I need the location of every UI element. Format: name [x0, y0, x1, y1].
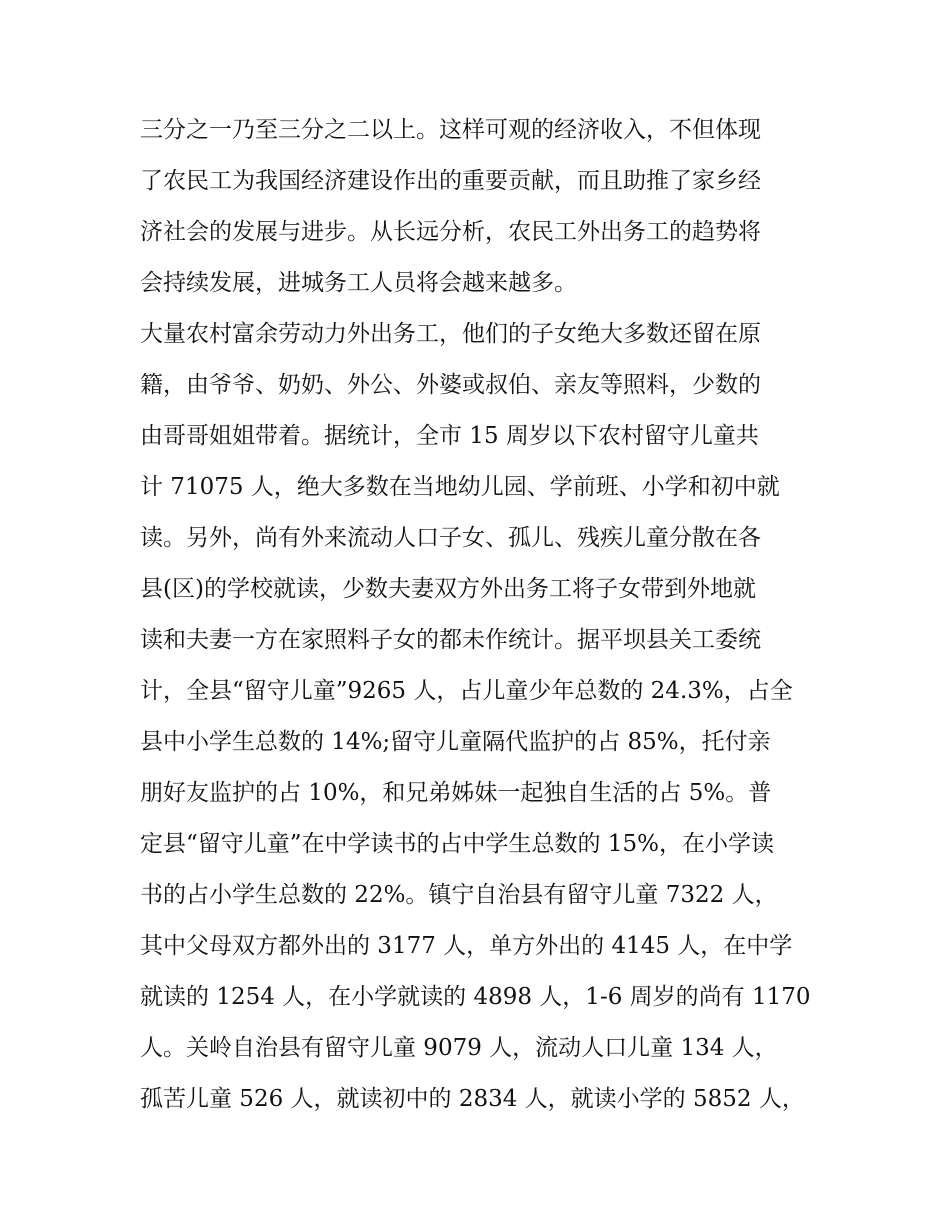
- text-line: 读。另外，尚有外来流动人口子女、孤儿、残疾儿童分散在各: [140, 525, 761, 551]
- text-line: 计，全县“留守儿童”9265 人，占儿童少年总数的 24.3%，占全: [140, 678, 793, 704]
- text-line: 就读的 1254 人，在小学就读的 4898 人，1-6 周岁的尚有 1170: [140, 984, 811, 1010]
- text-line: 计 71075 人，绝大多数在当地幼儿园、学前班、小学和初中就: [140, 474, 780, 500]
- text-line: 县(区)的学校就读，少数夫妻双方外出务工将子女带到外地就: [140, 576, 756, 602]
- text-line: 其中父母双方都外出的 3177 人，单方外出的 4145 人，在中学: [140, 933, 793, 959]
- text-line: 籍，由爷爷、奶奶、外公、外婆或叔伯、亲友等照料，少数的: [140, 372, 761, 398]
- text-line: 济社会的发展与进步。从长远分析，农民工外出务工的趋势将: [140, 219, 761, 245]
- text-line: 读和夫妻一方在家照料子女的都未作统计。据平坝县关工委统: [140, 627, 761, 653]
- text-line: 大量农村富余劳动力外出务工，他们的子女绝大多数还留在原: [140, 321, 761, 347]
- text-line: 朋好友监护的占 10%，和兄弟姊妹一起独自生活的占 5%。普: [140, 780, 772, 806]
- text-line: 了农民工为我国经济建设作出的重要贡献，而且助推了家乡经: [140, 168, 761, 194]
- text-line: 定县“留守儿童”在中学读书的占中学生总数的 15%，在小学读: [140, 831, 774, 857]
- text-line: 县中小学生总数的 14%;留守儿童隔代监护的占 85%，托付亲: [140, 729, 771, 755]
- text-line: 书的占小学生总数的 22%。镇宁自治县有留守儿童 7322 人，: [140, 882, 778, 908]
- text-line: 孤苦儿童 526 人，就读初中的 2834 人，就读小学的 5852 人，: [140, 1086, 805, 1112]
- text-line: 三分之一乃至三分之二以上。这样可观的经济收入，不但体现: [140, 117, 761, 143]
- body-text: [140, 105, 820, 1125]
- text-line: 会持续发展，进城务工人员将会越来越多。: [140, 270, 577, 296]
- text-line: 人。关岭自治县有留守儿童 9079 人，流动人口儿童 134 人，: [140, 1035, 778, 1061]
- text-line: 由哥哥姐姐带着。据统计，全市 15 周岁以下农村留守儿童共: [140, 423, 759, 449]
